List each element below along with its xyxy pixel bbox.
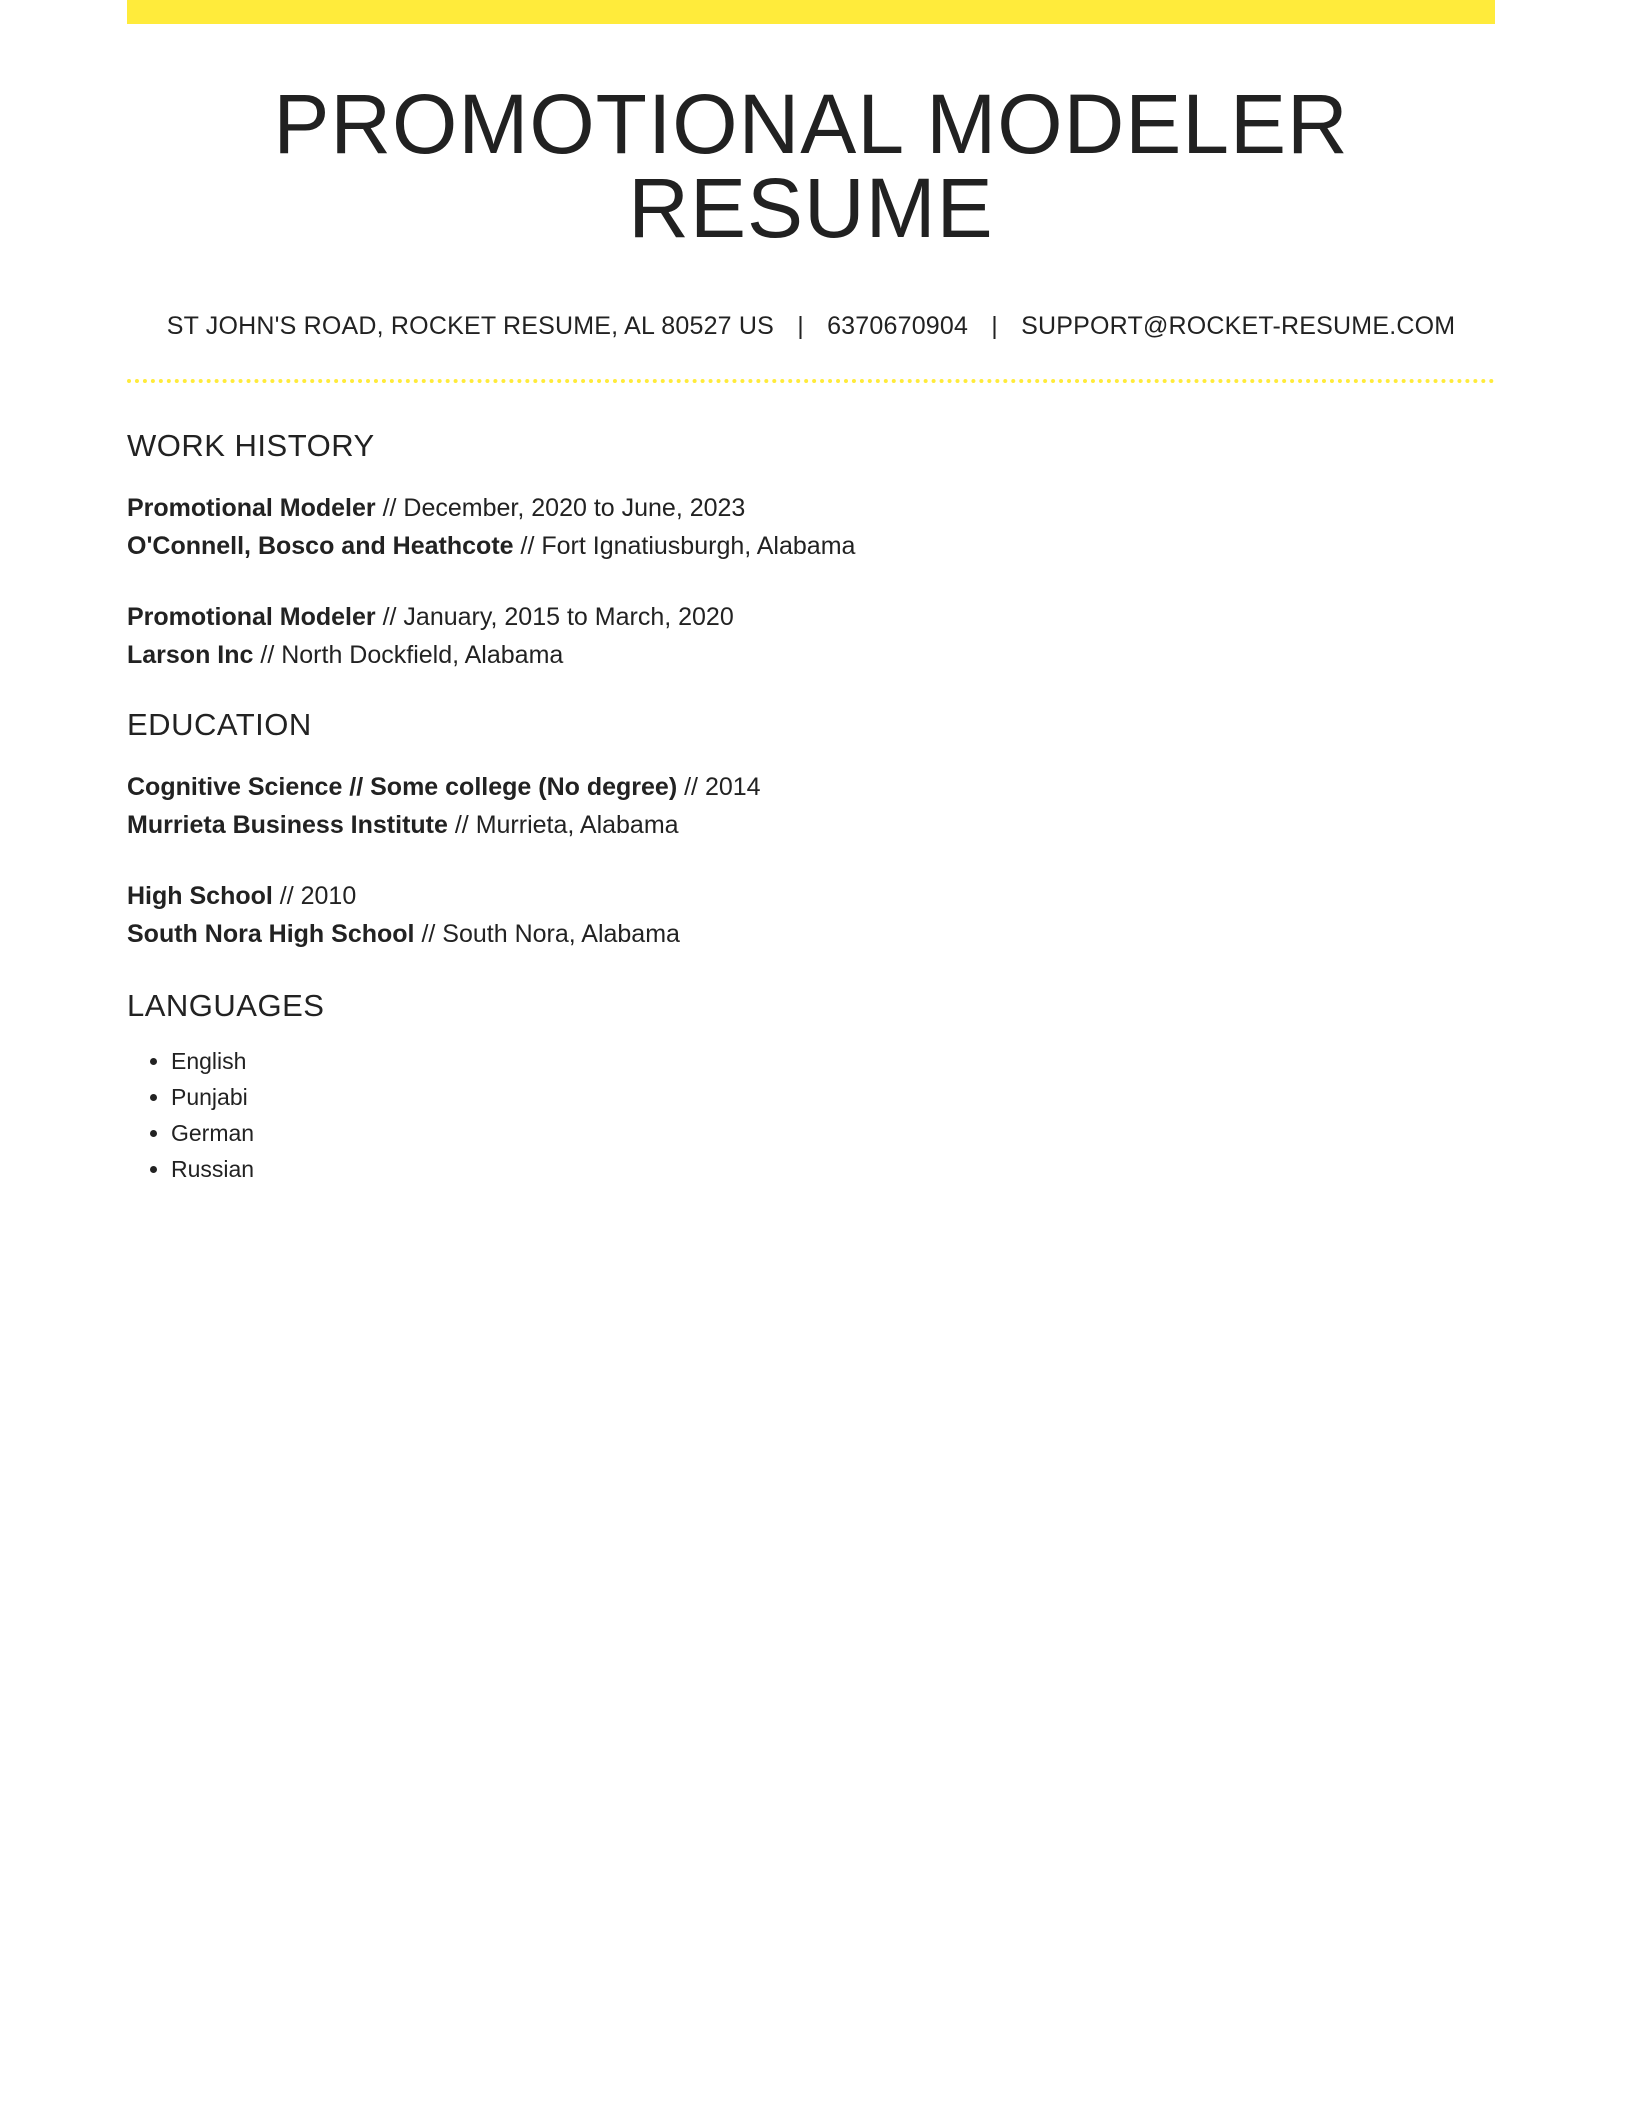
job-title: Promotional Modeler	[127, 603, 376, 631]
school-location: // South Nora, Alabama	[421, 920, 680, 948]
work-entry-company-line	[127, 636, 1495, 674]
school-name: Murrieta Business Institute	[127, 811, 448, 839]
list-item: • English	[171, 1043, 1495, 1079]
languages-list	[127, 1043, 1495, 1187]
degree-name: High School	[127, 882, 273, 910]
company-location: // North Dockfield, Alabama	[260, 641, 564, 669]
school-location: // Murrieta, Alabama	[454, 811, 679, 839]
list-item: • Punjabi	[171, 1079, 1495, 1115]
contact-separator: |	[991, 312, 998, 340]
education-entry	[127, 877, 1495, 953]
section-heading-work-history: WORK HISTORY	[127, 428, 375, 463]
section-heading-languages: LANGUAGES	[127, 988, 325, 1023]
resume-page	[127, 0, 1495, 1187]
job-title: Promotional Modeler	[127, 494, 376, 522]
work-entry	[127, 598, 1495, 674]
work-entry	[127, 489, 1495, 565]
contact-separator: |	[797, 312, 804, 340]
contact-address: ST JOHN'S ROAD, ROCKET RESUME, AL 80527 US	[166, 312, 775, 340]
job-dates: // January, 2015 to March, 2020	[382, 603, 734, 631]
list-item: • Russian	[171, 1151, 1495, 1187]
education-entry-degree-line	[127, 877, 1495, 915]
section-heading-education: EDUCATION	[127, 707, 312, 742]
school-name: South Nora High School	[127, 920, 415, 948]
degree-year: // 2014	[684, 773, 761, 801]
company-location: // Fort Ignatiusburgh, Alabama	[520, 532, 856, 560]
contact-phone: 6370670904	[827, 312, 969, 340]
education-entry-school-line	[127, 915, 1495, 953]
degree-name: Cognitive Science // Some college (No degree)	[127, 773, 678, 801]
contact-email: SUPPORT@ROCKET-RESUME.COM	[1021, 312, 1456, 340]
languages-section	[127, 990, 1495, 1187]
work-entry-title-line	[127, 489, 1495, 527]
education-entry	[127, 768, 1495, 844]
list-item: • German	[171, 1115, 1495, 1151]
job-dates: // December, 2020 to June, 2023	[382, 494, 746, 522]
resume-title: PROMOTIONAL MODELER RESUME	[273, 77, 1349, 255]
education-entry-degree-line	[127, 768, 1495, 806]
contact-line	[127, 314, 1495, 339]
work-entry-company-line	[127, 527, 1495, 565]
education-section	[127, 709, 1495, 953]
education-entry-school-line	[127, 806, 1495, 844]
degree-year: // 2010	[279, 882, 357, 910]
company-name: O'Connell, Bosco and Heathcote	[127, 532, 514, 560]
work-history-section	[127, 430, 1495, 674]
top-accent-bar	[127, 0, 1495, 24]
work-entry-title-line	[127, 598, 1495, 636]
header-divider	[127, 379, 1495, 383]
company-name: Larson Inc	[127, 641, 254, 669]
